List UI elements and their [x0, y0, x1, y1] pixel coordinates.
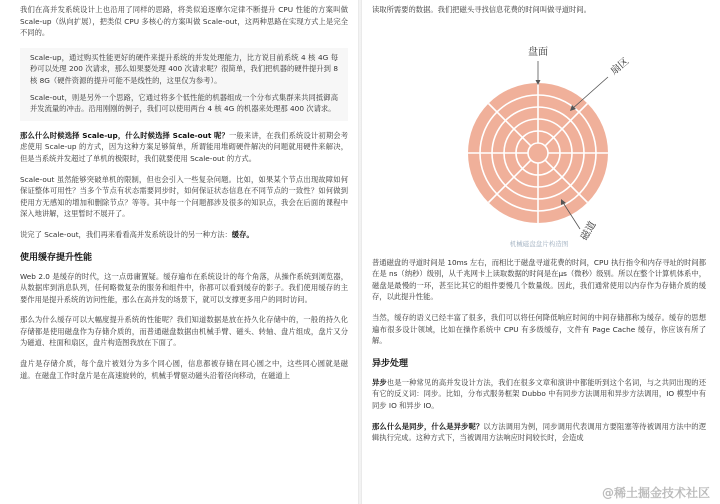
label-disk: 盘面: [528, 46, 548, 58]
paragraph: 那么为什么缓存可以大幅度提升系统的性能呢？我们知道数据是放在持久化存储中的，一般的持久化存储都是使用磁盘作为存储介质的，而普通磁盘数据由机械手臂、磁头、转轴、盘片组成，盘片又分为磁道、柱面和扇区，盘片构造图我放在下面了。: [20, 315, 348, 348]
disk-platter-figure: [372, 25, 706, 257]
paragraph-transition: [20, 229, 348, 241]
quote-scale-out: Scale-out，则是另外一个思路，它通过将多个低性能的机器组成一个分布式集群来共同抵御高并发流量的冲击。沿用刚刚的例子，我们可以使用两台 4 核 4G 的机器来处理那 400 次请求。: [30, 92, 338, 114]
emphasis-text: 异步: [372, 377, 387, 387]
paragraph-text: 以方法调用为例，同步调用代表调用方要阻塞等待被调用方法中的逻辑执行完成。这种方式下，当被调用方法响应时间较长时，会造成: [372, 421, 706, 443]
watermark: @稀土掘金技术社区: [601, 486, 710, 500]
paragraph-async: [372, 377, 706, 412]
paragraph: Web 2.0 是缓存的时代，这一点毋庸置疑。缓存遍布在系统设计的每个角落，从操作系统到浏览器，从数据库到消息队列，任何略微复杂的服务和组件中，你都可以看到缓存的影子。我们使用缓存的主要作用是提升系统的访问性能，那么在高并发的场景下，就可以支撑更多用户的同时访问。: [20, 271, 348, 304]
paragraph-when-to-choose: [20, 130, 348, 165]
quote-block: [20, 48, 348, 121]
paragraph: 盘片是存储介质，每个盘片被划分为多个同心圆，信息都被存储在同心圆之中，这些同心圆就是磁道。在磁盘工作时盘片是在高速旋转的，机械手臂驱动磁头沿着径向移动，在磁道上: [20, 359, 348, 380]
paragraph: Scale-out 虽然能够突破单机的限制，但也会引入一些复杂问题。比如，如果某个节点出现故障如何保证整体可用性？当多个节点有状态需要同步时，如何保证状态信息在不同节点的一致性？如何做到使用方无感知的增加和删除节点？等等。其中每一个问题都涉及很多的知识点，我会在后面的课程中深入地讲解，这里暂时不展开了。: [20, 174, 348, 219]
label-track: 磁道: [579, 219, 599, 243]
quote-scale-up: Scale-up，通过购买性能更好的硬件来提升系统的并发处理能力，比方说目前系统 4 核 4G 每秒可以处理 200 次请求，那么如果要处理 400 次请求呢？很简单，我们把机器的硬件提升到 8 核 8G（硬件资源的提升可能不是线性的，这里仅为参考）。: [30, 52, 338, 85]
paragraph-text: 也是一种常见的高并发设计方法，我们在很多文章和演讲中都能听到这个名词，与之共同出现的还有它的反义词：同步。比如，分布式服务框架 Dubbo 中有同步方法调用和异步方法调用，IO 模型中有同步 IO 和异步 IO。: [372, 377, 707, 410]
paragraph-sync-async: [372, 421, 706, 444]
question-text: 那么什么时候选择 Scale-up，什么时候选择 Scale-out 呢？: [20, 130, 229, 140]
right-page: [360, 0, 720, 504]
paragraph: 读取所需要的数据。我们把磁头寻找信息花费的时间叫做寻道时间。: [372, 5, 591, 14]
figure-caption: 机械磁盘盘片构造图: [509, 239, 569, 248]
section-heading-async: 异步处理: [372, 358, 409, 369]
sector-arrow: [572, 77, 608, 109]
label-sector: 扇区: [608, 55, 632, 77]
question-text: 那么什么是同步，什么是异步呢？: [372, 421, 484, 431]
paragraph-text: 说完了 Scale-out，我们再来看看高并发系统设计的另一种方法：: [20, 229, 232, 239]
emphasis-text: 缓存。: [231, 229, 254, 239]
disk-platter-diagram: [372, 25, 706, 257]
paragraph: 我们在高并发系统设计上也沿用了同样的思路，将类似追逐摩尔定律不断提升 CPU 性能的方案叫做 Scale-up（纵向扩展），把类似 CPU 多核心的方案叫做 Scale-out，这两种思路在实现方式上是完全不同的。: [20, 5, 348, 38]
section-heading-cache: 使用缓存提升性能: [20, 252, 93, 263]
paragraph-text: 一般来讲，在我们系统设计初期会考虑使用 Scale-up 的方式，因为这种方案足够简单，所谓能用堆砌硬件解决的问题就用硬件来解决，但是当系统并发超过了单机的极限时，我们就要使用 Scale-out 的方式。: [20, 130, 349, 163]
paragraph: 当然，缓存的语义已经丰富了很多，我们可以将任何降低响应时间的中间存储都称为缓存。缓存的思想遍布很多设计领域，比如在操作系统中 CPU 有多级缓存，文件有 Page Cache 缓存，你应该有所了解。: [372, 312, 706, 346]
paragraph: 普通磁盘的寻道时间是 10ms 左右，而相比于磁盘寻道花费的时间，CPU 执行指令和内存寻址的时间都在是 ns（纳秒）级别，从千兆网卡上读取数据的时间是在μs（微秒）级别。所以在整个计算机体系中，磁盘是最慢的一环，甚至比其它的组件要慢几个数量级。因此，我们通常使用以内存作为存储介质的缓存，以此提升性能。: [372, 257, 706, 302]
